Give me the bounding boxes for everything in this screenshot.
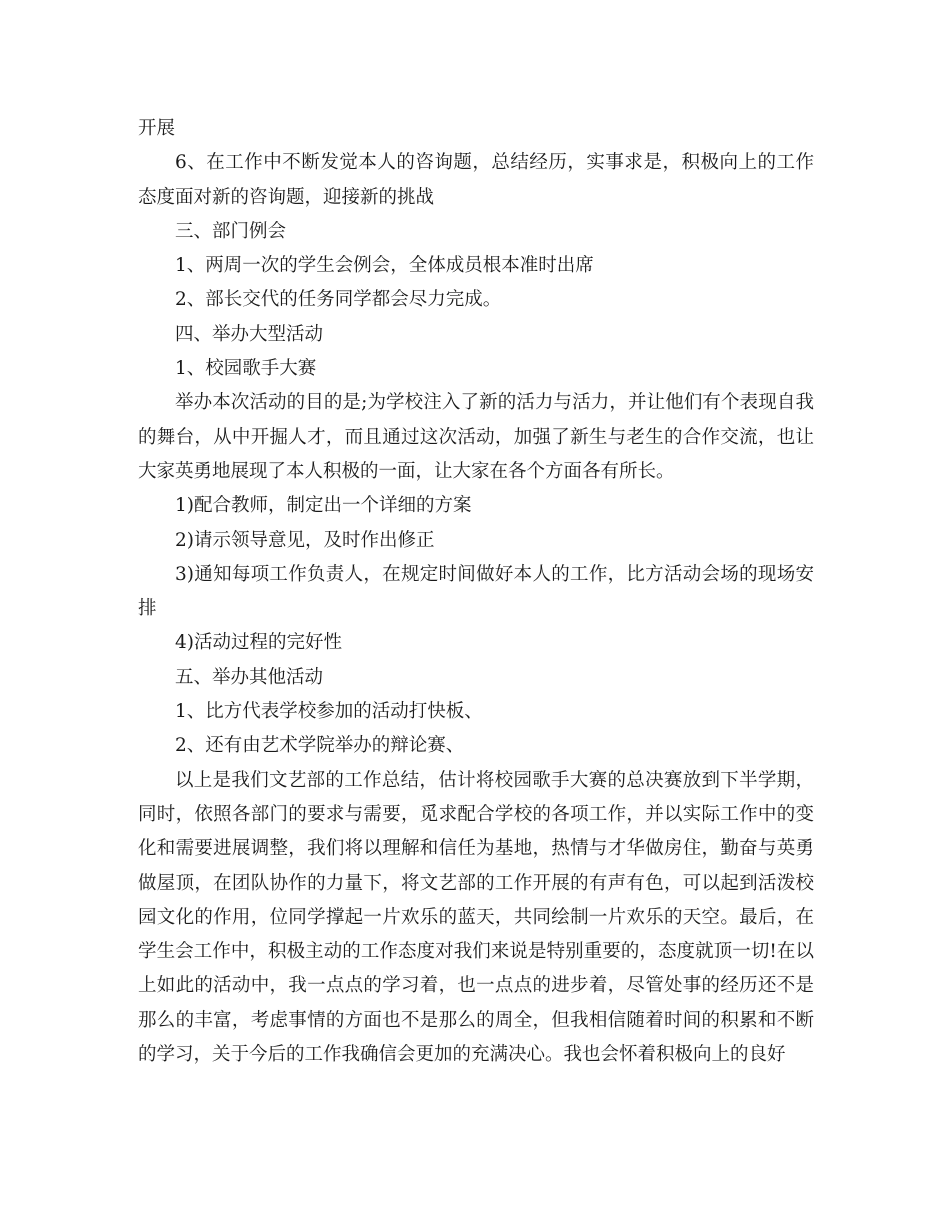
paragraph: 以上是我们文艺部的工作总结，估计将校园歌手大赛的总决赛放到下半学期，同时，依照各部门的要求与需要，觅求配合学校的各项工作，并以实际工作中的变化和需要进展调整，我们将以理解和信任为基地，热情与才华做房住，勤奋与英勇做屋顶，在团队协作的力量下，将文艺部的工作开展的有声有色，可以起到活泼校园文化的作用，位同学撑起一片欢乐的蓝天，共同绘制一片欢乐的天空。最后，在学生会工作中，积极主动的工作态度对我们来说是特别重要的，态度就顶一切!在以上如此的活动中，我一点点的学习着，也一点点的进步着，尽管处事的经历还不是那么的丰富，考虑事情的方面也不是那么的周全，但我相信随着时间的积累和不断的学习，关于今后的工作我确信会更加的充满决心。我也会怀着积极向上的良好: [138, 769, 814, 1066]
list-item: 3)通知每项工作负责人，在规定时间做好本人的工作，比方活动会场的现场安排: [138, 563, 814, 620]
list-item: 2、还有由艺术学院举办的辩论赛、: [175, 735, 465, 757]
list-item: 2、部长交代的任务同学都会尽力完成。: [175, 289, 502, 311]
list-item: 1、两周一次的学生会例会，全体成员根本准时出席: [175, 255, 594, 277]
list-item: 1、比方代表学校参加的活动打快板、: [175, 701, 483, 723]
list-item: 1)配合教师，制定出一个详细的方案: [175, 495, 472, 517]
paragraph: 6、在工作中不断发觉本人的咨询题，总结经历，实事求是，积极向上的工作态度面对新的咨询题，迎接新的挑战: [138, 152, 814, 208]
list-item: 2)请示领导意见，及时作出修正: [175, 529, 435, 551]
section-heading: 五、举办其他活动: [175, 666, 324, 688]
section-heading: 三、部门例会: [175, 220, 287, 242]
document-body: [138, 112, 814, 1072]
list-item: 4)活动过程的完好性: [175, 632, 342, 654]
section-heading: 四、举办大型活动: [175, 323, 324, 345]
paragraph: 举办本次活动的目的是;为学校注入了新的活力与活力，并让他们有个表现自我的舞台，从中开掘人才，而且通过这次活动，加强了新生与老生的合作交流，也让大家英勇地展现了本人积极的一面，让大家在各个方面各有所长。: [138, 392, 814, 482]
list-item: 1、校园歌手大赛: [175, 358, 317, 380]
paragraph: 开展: [138, 118, 176, 139]
